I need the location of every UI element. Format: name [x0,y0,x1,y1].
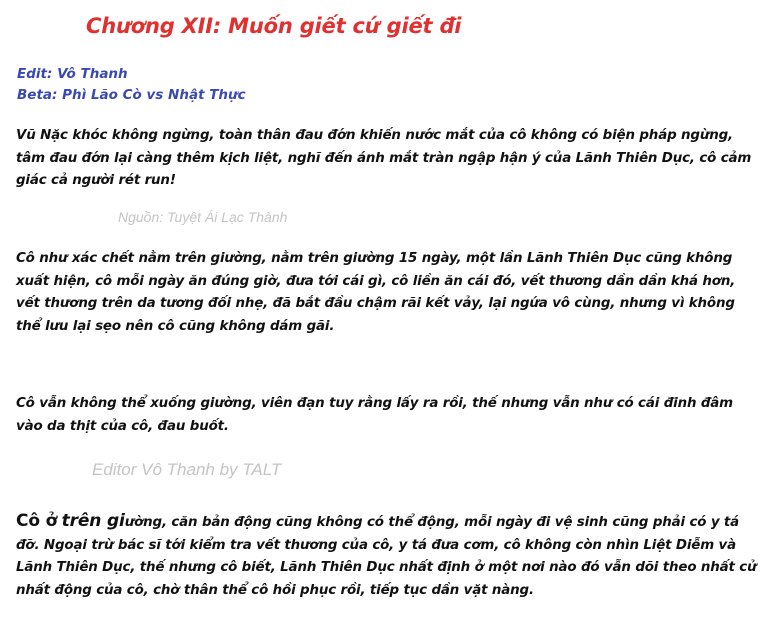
paragraph-4-text: ường, căn bản động cũng không có thể động, mỗi ngày đi vệ sinh cũng phải có y tá đỡ. Ngoại trừ bác sĩ tới kiểm tra vết thương của cô, y tá đưa cơm, cô không còn nhìn Liệt Diễm và Lãnh Thiên Dục, thế nhưng cô biết, Lãnh Thiên Dục nhất định ở một nơi nào đó vẫn dõi theo nhất cử nhất động của cô, chờ thân thể cô hồi phục rồi, tiếp tục dần vặt nàng. [16,515,757,598]
paragraph-4-lead-a: Cô ở [16,511,58,531]
chapter-title: Chương XII: Muốn giết cứ giết đi [86,14,462,38]
beta-credit: Beta: Phì Lão Cò vs Nhật Thực [17,87,246,103]
paragraph-2: Cô như xác chết nằm trên giường, nằm trên giường 15 ngày, một lần Lãnh Thiên Dục cũng không xuất hiện, cô mỗi ngày ăn đúng giờ, đưa tới cái gì, cô liền ăn cái đó, vết thương dần dần khá hơn, vết thương trên da tương đối nhẹ, đã bắt đầu chậm rãi kết vảy, lại ngứa vô cùng, nhưng vì không thể lưu lại sẹo nên cô cũng không dám gãi. [16,251,736,334]
source-watermark: Nguồn: Tuyệt Ái Lạc Thành [118,209,288,225]
paragraph-4-lead-b: trên gi [61,511,125,531]
paragraph-3: Cô vẫn không thể xuống giường, viên đạn tuy rằng lấy ra rồi, thế nhưng vẫn như có cái đinh đâm vào da thịt của cô, đau buốt. [16,396,733,434]
paragraph-4 [16,510,760,602]
editor-watermark: Editor Vô Thanh by TALT [92,460,282,479]
edit-credit: Edit: Vô Thanh [17,66,128,82]
paragraph-1: Vũ Nặc khóc không ngừng, toàn thân đau đớn khiến nước mắt của cô không có biện pháp ngừng, tâm đau đớn lại càng thêm kịch liệt, nghĩ đến ánh mắt tràn ngập hận ý của Lãnh Thiên Dục, cô cảm giác cả người rét run! [16,128,752,188]
